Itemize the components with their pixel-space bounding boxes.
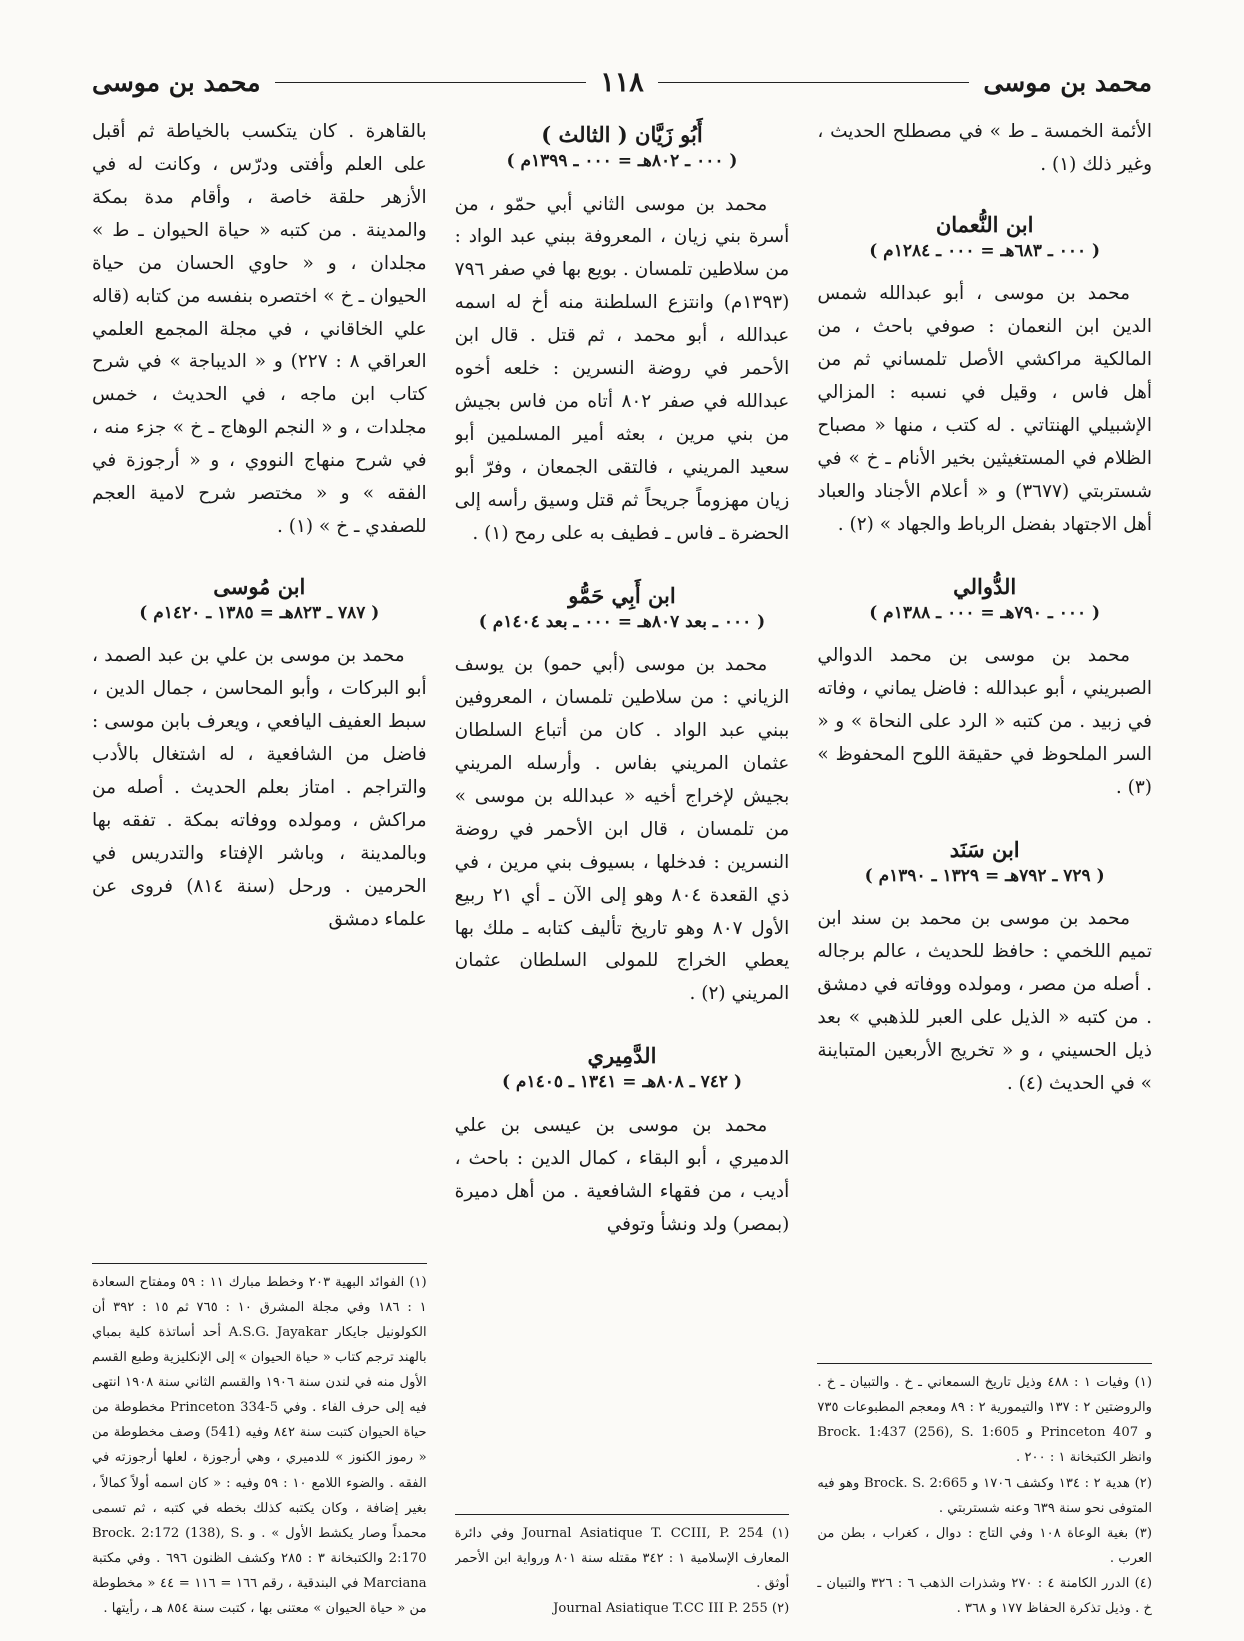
entry-dates: ( ٠٠٠ ـ ٦٨٣هـ = ٠٠٠ ـ ١٢٨٤م ) bbox=[869, 240, 1101, 261]
entry-text: محمد بن موسى بن عيسى بن علي الدميري ، أبو البقاء ، كمال الدين : باحث ، أديب ، من فقهاء الشافعية . من أهل دميرة (بمصر) ولد ونشأ وتوفي bbox=[454, 1114, 790, 1235]
running-head-left: محمد بن موسى bbox=[91, 67, 261, 97]
entry-title: الدُّوالي bbox=[953, 573, 1017, 599]
footnote: (٢) هدية ٢ : ١٣٤ وكشف ١٧٠٦ و Brock. S. 2:665 وهو فيه المتوفى نحو سنة ٦٣٩ وعنه شستربتي . bbox=[817, 1475, 1152, 1516]
entry-title: الدَّمِيري bbox=[587, 1043, 657, 1069]
entry-dates: ( ٧٤٢ ـ ٨٠٨هـ = ١٣٤١ ـ ١٤٠٥م ) bbox=[501, 1072, 742, 1093]
entry bbox=[455, 577, 790, 1012]
continuation-text: الأئمة الخمسة ـ ط » في مصطلح الحديث ، وغير ذلك (١) . bbox=[817, 121, 1152, 175]
entry-text: محمد بن موسى بن علي بن عبد الصمد ، أبو البركات ، وأبو المحاسن ، جمال الدين ، سبط العفيف اليافعي ، ويعرف بابن موسى : فاضل من الشافعية ، له اشتغال بالأدب والتراجم . امتاز بعلم الحديث . أصله من مراكش ، ومولده ووفاته بمكة . تفقه بها وبالمدينة ، وباشر الإفتاء والتدريس في الحرمين . ورحل (سنة ٨١٤) فروى عن علماء دمشق bbox=[91, 645, 427, 930]
entry-dates: ( ٠٠٠ ـ ٧٩٠هـ = ٠٠٠ ـ ١٣٨٨م ) bbox=[869, 602, 1101, 623]
footnotes bbox=[455, 1514, 790, 1621]
entry-text: محمد بن موسى بن محمد بن سند ابن تميم اللخمي : حافظ للحديث ، عالم برجاله . أصله من مصر ، ومولده ووفاته في دمشق . من كتبه « الذيل على العبر للذهبي » بعد ذيل الحسيني ، و « تخريج الأربعين المتباينة » في الحديث (٤) . bbox=[817, 908, 1152, 1094]
entry-title: ابن أَبِي حَمُّو bbox=[568, 582, 676, 608]
column-right bbox=[817, 116, 1152, 1621]
entry-title: ابن مُوسى bbox=[213, 573, 306, 599]
running-head-right: محمد بن موسى bbox=[983, 67, 1152, 97]
entry-text: محمد بن موسى بن محمد الدوالي الصبريني ، أبو عبدالله : فاضل يماني ، وفاته في زبيد . من كتبه « الرد على النحاة » و « السر الملحوظ في حقيقة اللوح المحفوظ » (٣) . bbox=[817, 645, 1152, 798]
page-number: ١١٨ bbox=[600, 66, 644, 98]
entry-text: محمد بن موسى (أبي حمو) بن يوسف الزياني : من سلاطين تلمسان ، المعروفين ببني عبد الواد . كان من أتباع السلطان عثمان المريني بفاس . وأرسله المريني بجيش لإخراج أخيه « عبدالله بن موسى » من تلمسان ، قال ابن الأحمر في روضة النسرين : فدخلها ، بسيوف بني مرين ، في ذي القعدة ٨٠٤ وهو إلى الآن ـ أي ٢١ ربيع الأول ٨٠٧ وهو تاريخ تأليف كتابه ـ ملك بها يعطي الخراج للمولى السلطان عثمان المريني (٢) . bbox=[454, 654, 790, 1005]
column-middle bbox=[455, 116, 790, 1621]
text-columns bbox=[92, 116, 1152, 1621]
entry bbox=[455, 1037, 790, 1241]
footnote: (٤) الدرر الكامنة ٤ : ٢٧٠ وشذرات الذهب ٦ : ٣٢٦ والتبيان ـ خ . وذيل تذكرة الحفاظ ١٧٧ و ٣٦٨ . bbox=[817, 1575, 1152, 1616]
footnote: (١) وفيات ١ : ٤٨٨ وذيل تاريخ السمعاني ـ خ . والتبيان ـ خ . والروضتين ٢ : ١٣٧ والتيمورية ٢ : ٨٩ ومعجم المطبوعات ٧٣٥ و Princeton 407 و Brock. 1:437 (256), S. 1:605 وانظر الكتبخانة ١ : ٢٠٠ . bbox=[817, 1375, 1152, 1466]
running-head-rule bbox=[275, 82, 587, 83]
entry-dates: ( ٧٢٩ ـ ٧٩٢هـ = ١٣٢٩ ـ ١٣٩٠م ) bbox=[864, 865, 1105, 886]
footnote: (٣) بغية الوعاة ١٠٨ وفي التاج : دوال ، كغراب ، بطن من العرب . bbox=[817, 1525, 1152, 1566]
footnotes bbox=[92, 1263, 427, 1621]
running-head-rule bbox=[658, 82, 970, 83]
entry-title: أَبُو زَيَّان ( الثالث ) bbox=[541, 122, 703, 147]
entry-title: ابن سَنَد bbox=[949, 836, 1020, 862]
entry-text: محمد بن موسى ، أبو عبدالله شمس الدين ابن النعمان : صوفي باحث ، من المالكية مراكشي الأصل تلمساني ثم من أهل فاس ، وقيل في نسبه : المزالي الإشبيلي الهنتاتي . له كتب ، منها « مصباح الظلام في المستغيثين بخير الأنام ـ خ » في شستربتي (٣٦٧٧) و « أعلام الأجناد والعباد أهل الاجتهاد بفضل الرباط والجهاد » (٢) . bbox=[817, 283, 1152, 535]
footnote: (١) Journal Asiatique T. CCIII, P. 254 وفي دائرة المعارف الإسلامية ١ : ٣٤٢ مقتله سنة ٨٠١ ورواية ابن الأحمر أوثق . bbox=[454, 1525, 790, 1591]
entry bbox=[817, 568, 1152, 805]
entry-dates: ( ٧٨٧ ـ ٨٢٣هـ = ١٣٨٥ ـ ١٤٢٠م ) bbox=[139, 602, 380, 623]
running-head bbox=[92, 62, 1152, 102]
footnotes bbox=[817, 1363, 1152, 1621]
entry-dates: ( ٠٠٠ ـ ٨٠٢هـ = ٠٠٠ ـ ١٣٩٩م ) bbox=[506, 151, 738, 171]
entry-title: ابن النُّعمان bbox=[935, 211, 1034, 237]
entry-text: محمد بن موسى الثاني أبي حمّو ، من أسرة بني زيان ، المعروفة ببني عبد الواد : من سلاطين تلمسان . بويع بها في صفر ٧٩٦ (١٣٩٣م) وانتزع السلطنة منه أخ له اسمه عبدالله ، أبو محمد ، ثم قتل . قال ابن الأحمر في روضة النسرين : خلعه أخوه عبدالله في صفر ٨٠٢ أتاه من فاس بجيش من بني مرين ، بعثه أمير المسلمين أبو سعيد المريني ، فالتقى الجمعان ، وفرّ أبو زيان مهزوماً جريحاً ثم قتل وسيق رأسه إلى الحضرة ـ فاس ـ فطيف به على رمح (١) . bbox=[454, 193, 790, 544]
continuation-text: بالقاهرة . كان يتكسب بالخياطة ثم أقبل على العلم وأفتى ودرّس ، وكانت له في الأزهر حلقة خاصة ، وأقام مدة بمكة والمدينة . من كتبه « حياة الحيوان ـ ط » مجلدان ، و « حاوي الحسان من حياة الحيوان ـ خ » اختصره بنفسه من كتابه (قاله علي الخاقاني ، في مجلة المجمع العلمي العراقي ٨ : ٢٢٧) و « الديباجة » في شرح كتاب ابن ماجه ، في الحديث ، خمس مجلدات ، و « النجم الوهاج ـ خ » جزء منه ، في شرح منهاج النووي ، و « أرجوزة في الفقه » و « مختصر شرح لامية العجم للصفدي ـ خ » (١) . bbox=[91, 121, 427, 538]
entry-dates: ( ٠٠٠ ـ بعد ٨٠٧هـ = ٠٠٠ ـ بعد ١٤٠٤م ) bbox=[478, 611, 766, 632]
entry bbox=[455, 116, 790, 551]
entry bbox=[92, 568, 427, 937]
entry bbox=[817, 831, 1152, 1101]
column-left bbox=[92, 116, 427, 1621]
footnote: (٢) Journal Asiatique T.CC III P. 255 bbox=[553, 1600, 790, 1616]
footnote: (١) الفوائد البهية ٢٠٣ وخطط مبارك ١١ : ٥٩ ومفتاح السعادة ١ : ١٨٦ وفي مجلة المشرق ١٠ : ٧٦٥ ثم ١٥ : ٣٩٢ أن الكولونيل جايكار A.S.G. Jayakar أحد أساتذة كلية بمباي بالهند ترجم كتاب « حياة الحيوان » إلى الإنكليزية وطبع القسم الأول منه في لندن سنة ١٩٠٦ والقسم الثاني سنة ١٩٠٨ انتهى فيه إلى حرف الفاء . وفي Princeton 334-5 مخطوطة من حياة الحيوان كتبت سنة ٨٤٢ وفيه (541) وصف مخطوطة من « رموز الكنوز » للدميري ، وهي أرجوزة ، لعلها أرجوزته في الفقه . والضوء اللامع ١٠ : ٥٩ وفيه : « كان اسمه أولاً كمالاً ، بغير إضافة ، وكان يكتبه كذلك بخطه في كتبه ، ثم تسمى محمداً وصار يكشط الأول » . و Brock. 2:172 (138), S. 2:170 والكتبخانة ٣ : ٢٨٥ وكشف الظنون ٦٩٦ . وفي مكتبة Marciana في البندقية ، رقم ١٦٦ = ١١٦ = ٤٤ « مخطوطة من « حياة الحيوان » معتنى بها ، كتبت سنة ٨٥٤ هـ ، رأيتها . bbox=[91, 1274, 427, 1616]
entry bbox=[817, 206, 1152, 542]
